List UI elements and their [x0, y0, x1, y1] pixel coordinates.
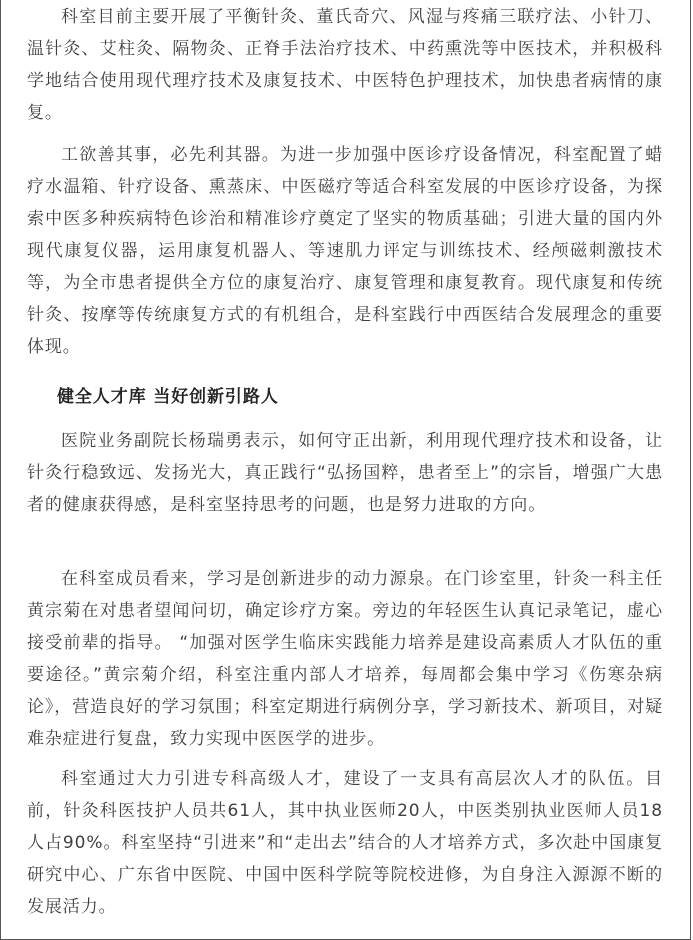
paragraph-vice-president: 医院业务副院长杨瑞勇表示，如何守正出新，利用现代理疗技术和设备，让针灸行稳致远、发扬光大，真正践行“弘扬国粹，患者至上”的宗旨，增强广大患者的健康获得感，是科室坚持思考的问题，也是努力进取的方向。	[27, 431, 663, 515]
paragraph-equipment: 工欲善其事，必先利其器。为进一步加强中医诊疗设备情况，科室配置了蜡疗水温箱、针疗设备、熏蒸床、中医磁疗等适合科室发展的中医诊疗设备，为探索中医多种疾病特色诊治和精准诊疗奠定了坚实的物质基础；引进大量的国内外现代康复仪器，运用康复机器人、等速肌力评定与训练技术、经颅磁刺激技术等，为全市患者提供全方位的康复治疗、康复管理和康复教育。现代康复和传统针灸、按摩等传统康复方式的有机组合，是科室践行中西医结合发展理念的重要体现。	[27, 145, 663, 357]
paragraph-learning: 在科室成员看来，学习是创新进步的动力源泉。在门诊室里，针灸一科主任黄宗菊在对患者望闻问切，确定诊疗方案。旁边的年轻医生认真记录笔记，虚心接受前辈的指导。 “加强对医学生临床实践能力培养是建设高素质人才队伍的重要途径。”黄宗菊介绍，科室注重内部人才培养，每周都会集中学习《伤寒杂病论》，营造良好的学习氛围；科室定期进行病例分享，学习新技术、新项目，对疑难杂症进行复盘，致力实现中医医学的进步。	[27, 569, 663, 749]
section-heading: 健全人才库 当好创新引路人	[57, 387, 279, 407]
paragraph-techniques: 科室目前主要开展了平衡针灸、董氏奇穴、风湿与疼痛三联疗法、小针刀、温针灸、艾柱灸、隔物灸、正脊手法治疗技术、中药熏洗等中医技术，并积极科学地结合使用现代理疗技术及康复技术、中医特色护理技术，加快患者病情的康复。	[27, 7, 663, 123]
paragraph-talent: 科室通过大力引进专科高级人才，建设了一支具有高层次人才的队伍。目前，针灸科医技护人员共61人，其中执业医师20人，中医类别执业医师人员18人占90%。科室坚持“引进来”和“走出去”结合的人才培养方式，多次赴中国康复研究中心、广东省中医院、中国中医科学院等院校进修，为自身注入源源不断的发展活力。	[27, 769, 663, 917]
